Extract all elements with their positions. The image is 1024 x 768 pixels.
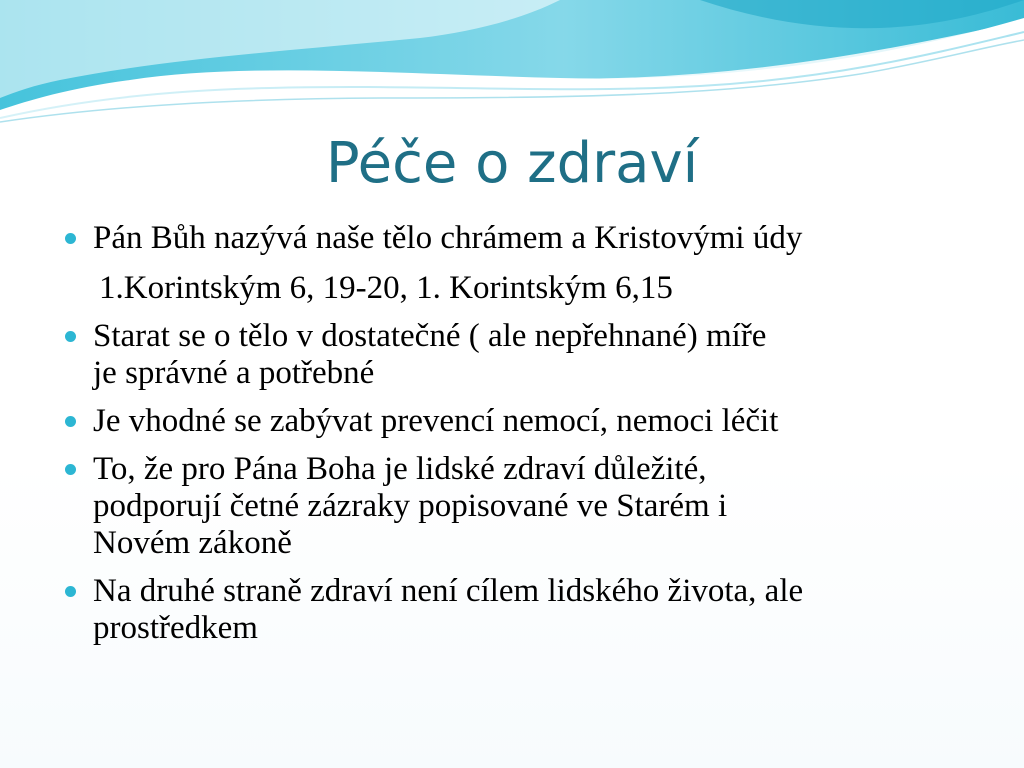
bullet-dot-icon <box>65 331 76 342</box>
slide-title: Péče o zdraví <box>325 131 699 196</box>
bullet-text: Je vhodné se zabývat prevencí nemocí, nemoci léčit <box>93 403 779 439</box>
bullet-text: je správné a potřebné <box>93 355 375 391</box>
bullet-item <box>62 220 982 307</box>
bullet-text: Na druhé straně zdraví není cílem lidského života, ale <box>93 573 804 609</box>
wave-header-decoration <box>0 0 1024 130</box>
bullet-dot-icon <box>65 416 76 427</box>
bullet-item <box>62 403 982 440</box>
bullet-item <box>62 451 982 562</box>
bullet-dot-icon <box>65 586 76 597</box>
bullet-item <box>62 318 982 392</box>
bible-reference: 1.Korintským 6, 19-20, 1. Korintským 6,15 <box>99 270 673 306</box>
bullet-text: prostředkem <box>93 610 258 646</box>
bullet-dot-icon <box>65 233 76 244</box>
bullet-list <box>62 220 982 658</box>
bullet-dot-icon <box>65 464 76 475</box>
bullet-text: Pán Bůh nazývá naše tělo chrámem a Kristovými údy <box>93 220 803 256</box>
bullet-text: To, že pro Pána Boha je lidské zdraví důležité, <box>93 451 707 487</box>
bullet-text: Starat se o tělo v dostatečné ( ale nepřehnané) míře <box>93 318 767 354</box>
bullet-text: podporují četné zázraky popisované ve Starém i <box>93 488 728 524</box>
bullet-item <box>62 573 982 647</box>
bullet-text: Novém zákoně <box>93 525 292 561</box>
